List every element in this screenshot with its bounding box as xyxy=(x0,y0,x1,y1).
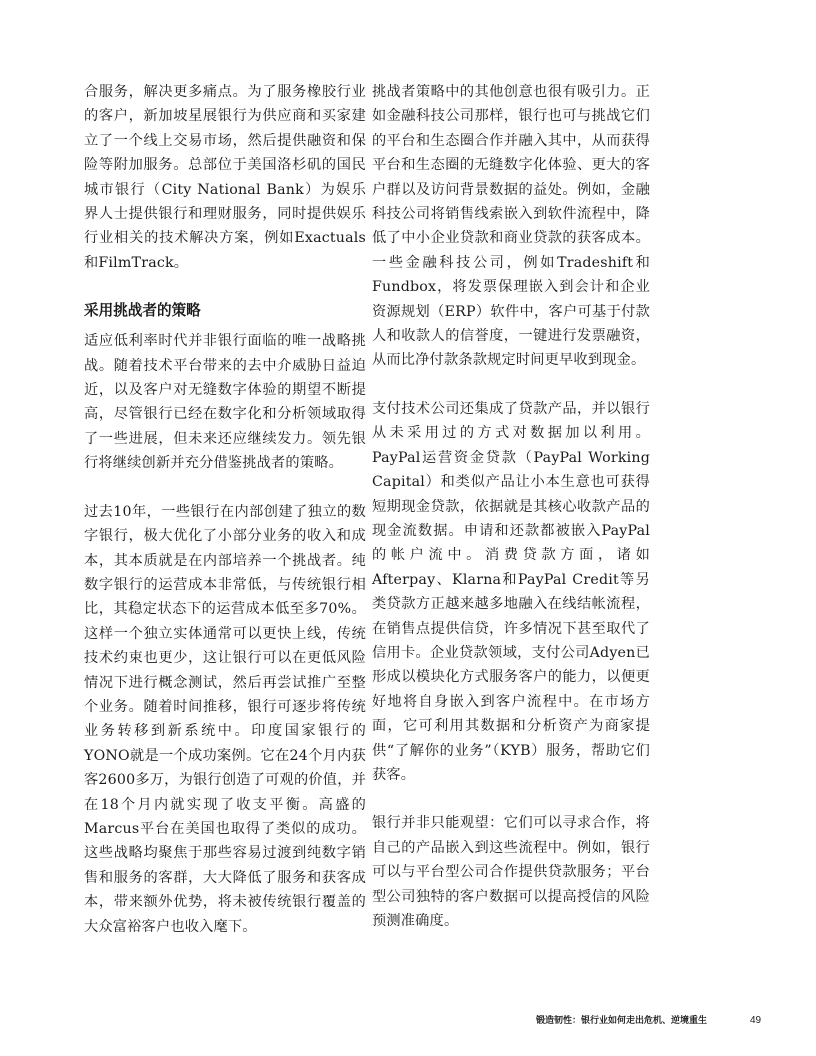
left-paragraph-3: 过去10年，一些银行在内部创建了独立的数字银行，极大优化了小部分业务的收入和成本，其本质就是在内部培养一个挑战者。纯数字银行的运营成本非常低，与传统银行相比，其稳定状态下的运营成本低至多70%。这样一个独立实体通常可以更快上线，传统技术约束也更少，这让银行可以在更低风险情况下进行概念测试，然后再尝试推广至整个业务。随着时间推移，银行可逐步将传统业务转移到新系统中。印度国家银行的YONO就是一个成功案例。它在24个月内获客2600多万，为银行创造了可观的价值，并在18个月内就实现了收支平衡。高盛的Marcus平台在美国也取得了类似的成功。这些战略均聚焦于那些容易过渡到纯数字销售和服务的客群，大大降低了服务和获客成本，带来额外优势，将未被传统银行覆盖的大众富裕客户也收入麾下。 xyxy=(84,503,366,935)
spacer xyxy=(84,275,366,299)
left-paragraph-2: 适应低利率时代并非银行面临的唯一战略挑战。随着技术平台带来的去中介威胁日益迫近，以及客户对无缝数字体验的期望不断提高，尽管银行已经在数字化和分析领域取得了一些进展，但未来还应继续发力。领先银行将继续创新并充分借鉴挑战者的策略。 xyxy=(84,333,366,472)
spacer xyxy=(372,787,650,811)
footer-title: 锻造韧性：银行业如何走出危机、逆境重生 xyxy=(536,1016,708,1026)
right-column xyxy=(372,80,650,933)
right-paragraph-1: 挑战者策略中的其他创意也很有吸引力。正如金融科技公司那样，银行也可与挑战它们的平台和生态圈合作并融入其中，从而获得平台和生态圈的无缝数字化体验、更大的客户群以及访问背景数据的益处。例如，金融科技公司将销售线索嵌入到软件流程中，降低了中小企业贷款和商业贷款的获客成本。一些金融科技公司，例如Tradeshift和Fundbox，将发票保理嵌入到会计和企业资源规划（ERP）软件中，客户可基于付款人和收款人的信誉度，一键进行发票融资，从而比净付款条款规定时间更早收到现金。 xyxy=(372,84,650,369)
left-column xyxy=(84,80,366,939)
spacer xyxy=(84,476,366,500)
spacer xyxy=(372,373,650,397)
right-paragraph-3: 银行并非只能观望：它们可以寻求合作，将自己的产品嵌入到这些流程中。例如，银行可以与平台型公司合作提供贷款服务；平台型公司独特的客户数据可以提高授信的风险预测准确度。 xyxy=(372,815,650,929)
left-paragraph-1: 合服务，解决更多痛点。为了服务橡胶行业的客户，新加坡星展银行为供应商和买家建立了一个线上交易市场，然后提供融资和保险等附加服务。总部位于美国洛杉矶的国民城市银行（City National Bank）为娱乐界人士提供银行和理财服务，同时提供娱乐行业相关的技术解决方案，例如Exactuals和FilmTrack。 xyxy=(84,84,366,271)
page-number: 49 xyxy=(750,1015,762,1026)
right-paragraph-2: 支付技术公司还集成了贷款产品，并以银行从未采用过的方式对数据加以利用。PayPal运营资金贷款（PayPal Working Capital）和类似产品让小本生意也可获得短期现金贷款，依据就是其核心收款产品的现金流数据。申请和还款都被嵌入PayPal的帐户流中。消费贷款方面，诸如Afterpay、Klarna和PayPal Credit等另类贷款方正越来越多地融入在线结帐流程，在销售点提供信贷，许多情况下甚至取代了信用卡。企业贷款领域，支付公司Adyen已形成以模块化方式服务客户的能力，以便更好地将自身嵌入到客户流程中。在市场方面，它可利用其数据和分析资产为商家提供“了解你的业务”（KYB）服务，帮助它们获客。 xyxy=(372,400,650,783)
section-heading: 采用挑战者的策略 xyxy=(84,302,201,320)
